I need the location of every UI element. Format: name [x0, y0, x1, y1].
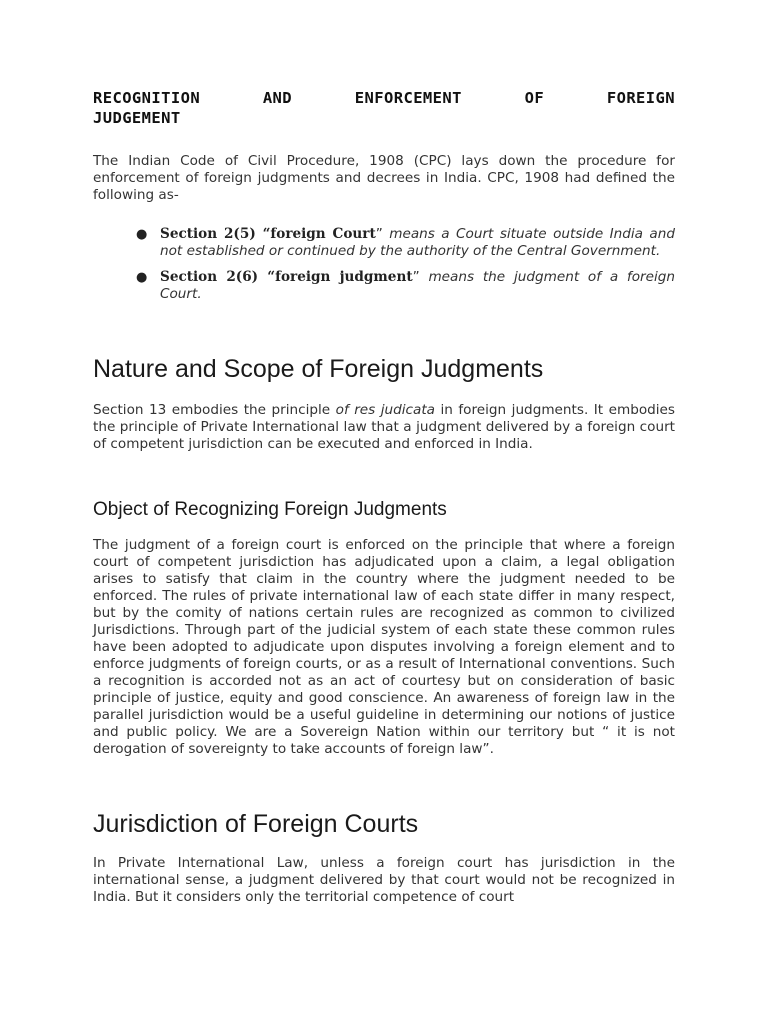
title-line-2: JUDGEMENT — [93, 109, 181, 127]
definition-item — [93, 226, 675, 260]
definition-term: Section 2(6) “foreign judgment — [160, 269, 413, 285]
bullet-icon: ● — [136, 227, 148, 242]
definition-meaning: means the judgment of a foreign Court. — [160, 269, 676, 302]
object-heading: Object of Recognizing Foreign Judgments — [93, 499, 447, 520]
title-word: FOREIGN — [606, 89, 675, 107]
nature-heading: Nature and Scope of Foreign Judgments — [93, 355, 544, 383]
document-title — [93, 88, 675, 128]
definitions-list — [93, 226, 675, 312]
definition-text — [160, 226, 675, 260]
title-line-1 — [93, 88, 675, 108]
title-word: RECOGNITION — [93, 89, 201, 107]
jurisdiction-paragraph: In Private International Law, unless a foreign court has jurisdiction in the international sense, a judgment delivered by that court would not be recognized in India. But it considers only the territorial competence of court — [93, 855, 675, 905]
definition-text — [160, 269, 675, 303]
object-paragraph: The judgment of a foreign court is enforced on the principle that where a foreign court of competent jurisdiction has adjudicated upon a claim, a legal obligation arises to satisfy that claim in the country where the judgment needed to be enforced. The rules of private international law of each state differ in many respect, but by the comity of nations certain rules are recognized as common to civilized Jurisdictions. Through part of the judicial system of each state these common rules have been adopted to adjudicate upon disputes involving a foreign element and to enforce judgments of foreign courts, or as a result of International conventions. Such a recognition is accorded not as an act of courtesy but on consideration of basic principle of justice, equity and good conscience. An awareness of foreign law in the parallel jurisdiction would be a useful guideline in determining our notions of justice and public policy. We are a Sovereign Nation within our territory but “ it is not derogation of sovereignty to take accounts of foreign law”. — [93, 537, 675, 757]
nature-text-before: Section 13 embodies the principle — [93, 402, 336, 418]
definition-closing-quote: ” — [412, 269, 420, 285]
title-word: OF — [524, 89, 545, 107]
title-word: ENFORCEMENT — [354, 89, 462, 107]
definition-term: Section 2(5) “foreign Court — [160, 226, 376, 242]
definition-meaning: means a Court situate outside India and not established or continued by the authority of the Central Government. — [160, 226, 675, 259]
definition-closing-quote: ” — [375, 226, 383, 242]
bullet-icon: ● — [136, 270, 148, 285]
nature-text-after: in foreign judgments. It embodies the principle of Private International law that a judgment delivered by a foreign court of competent jurisdiction can be executed and enforced in India. — [93, 402, 676, 452]
title-word: AND — [262, 89, 293, 107]
definition-item — [93, 269, 675, 303]
intro-paragraph: The Indian Code of Civil Procedure, 1908 (CPC) lays down the procedure for enforcement of foreign judgments and decrees in India. CPC, 1908 had defined the following as- — [93, 153, 675, 203]
nature-paragraph — [93, 402, 675, 453]
jurisdiction-heading: Jurisdiction of Foreign Courts — [93, 810, 419, 838]
nature-text-italic: of res judicata — [335, 402, 436, 418]
